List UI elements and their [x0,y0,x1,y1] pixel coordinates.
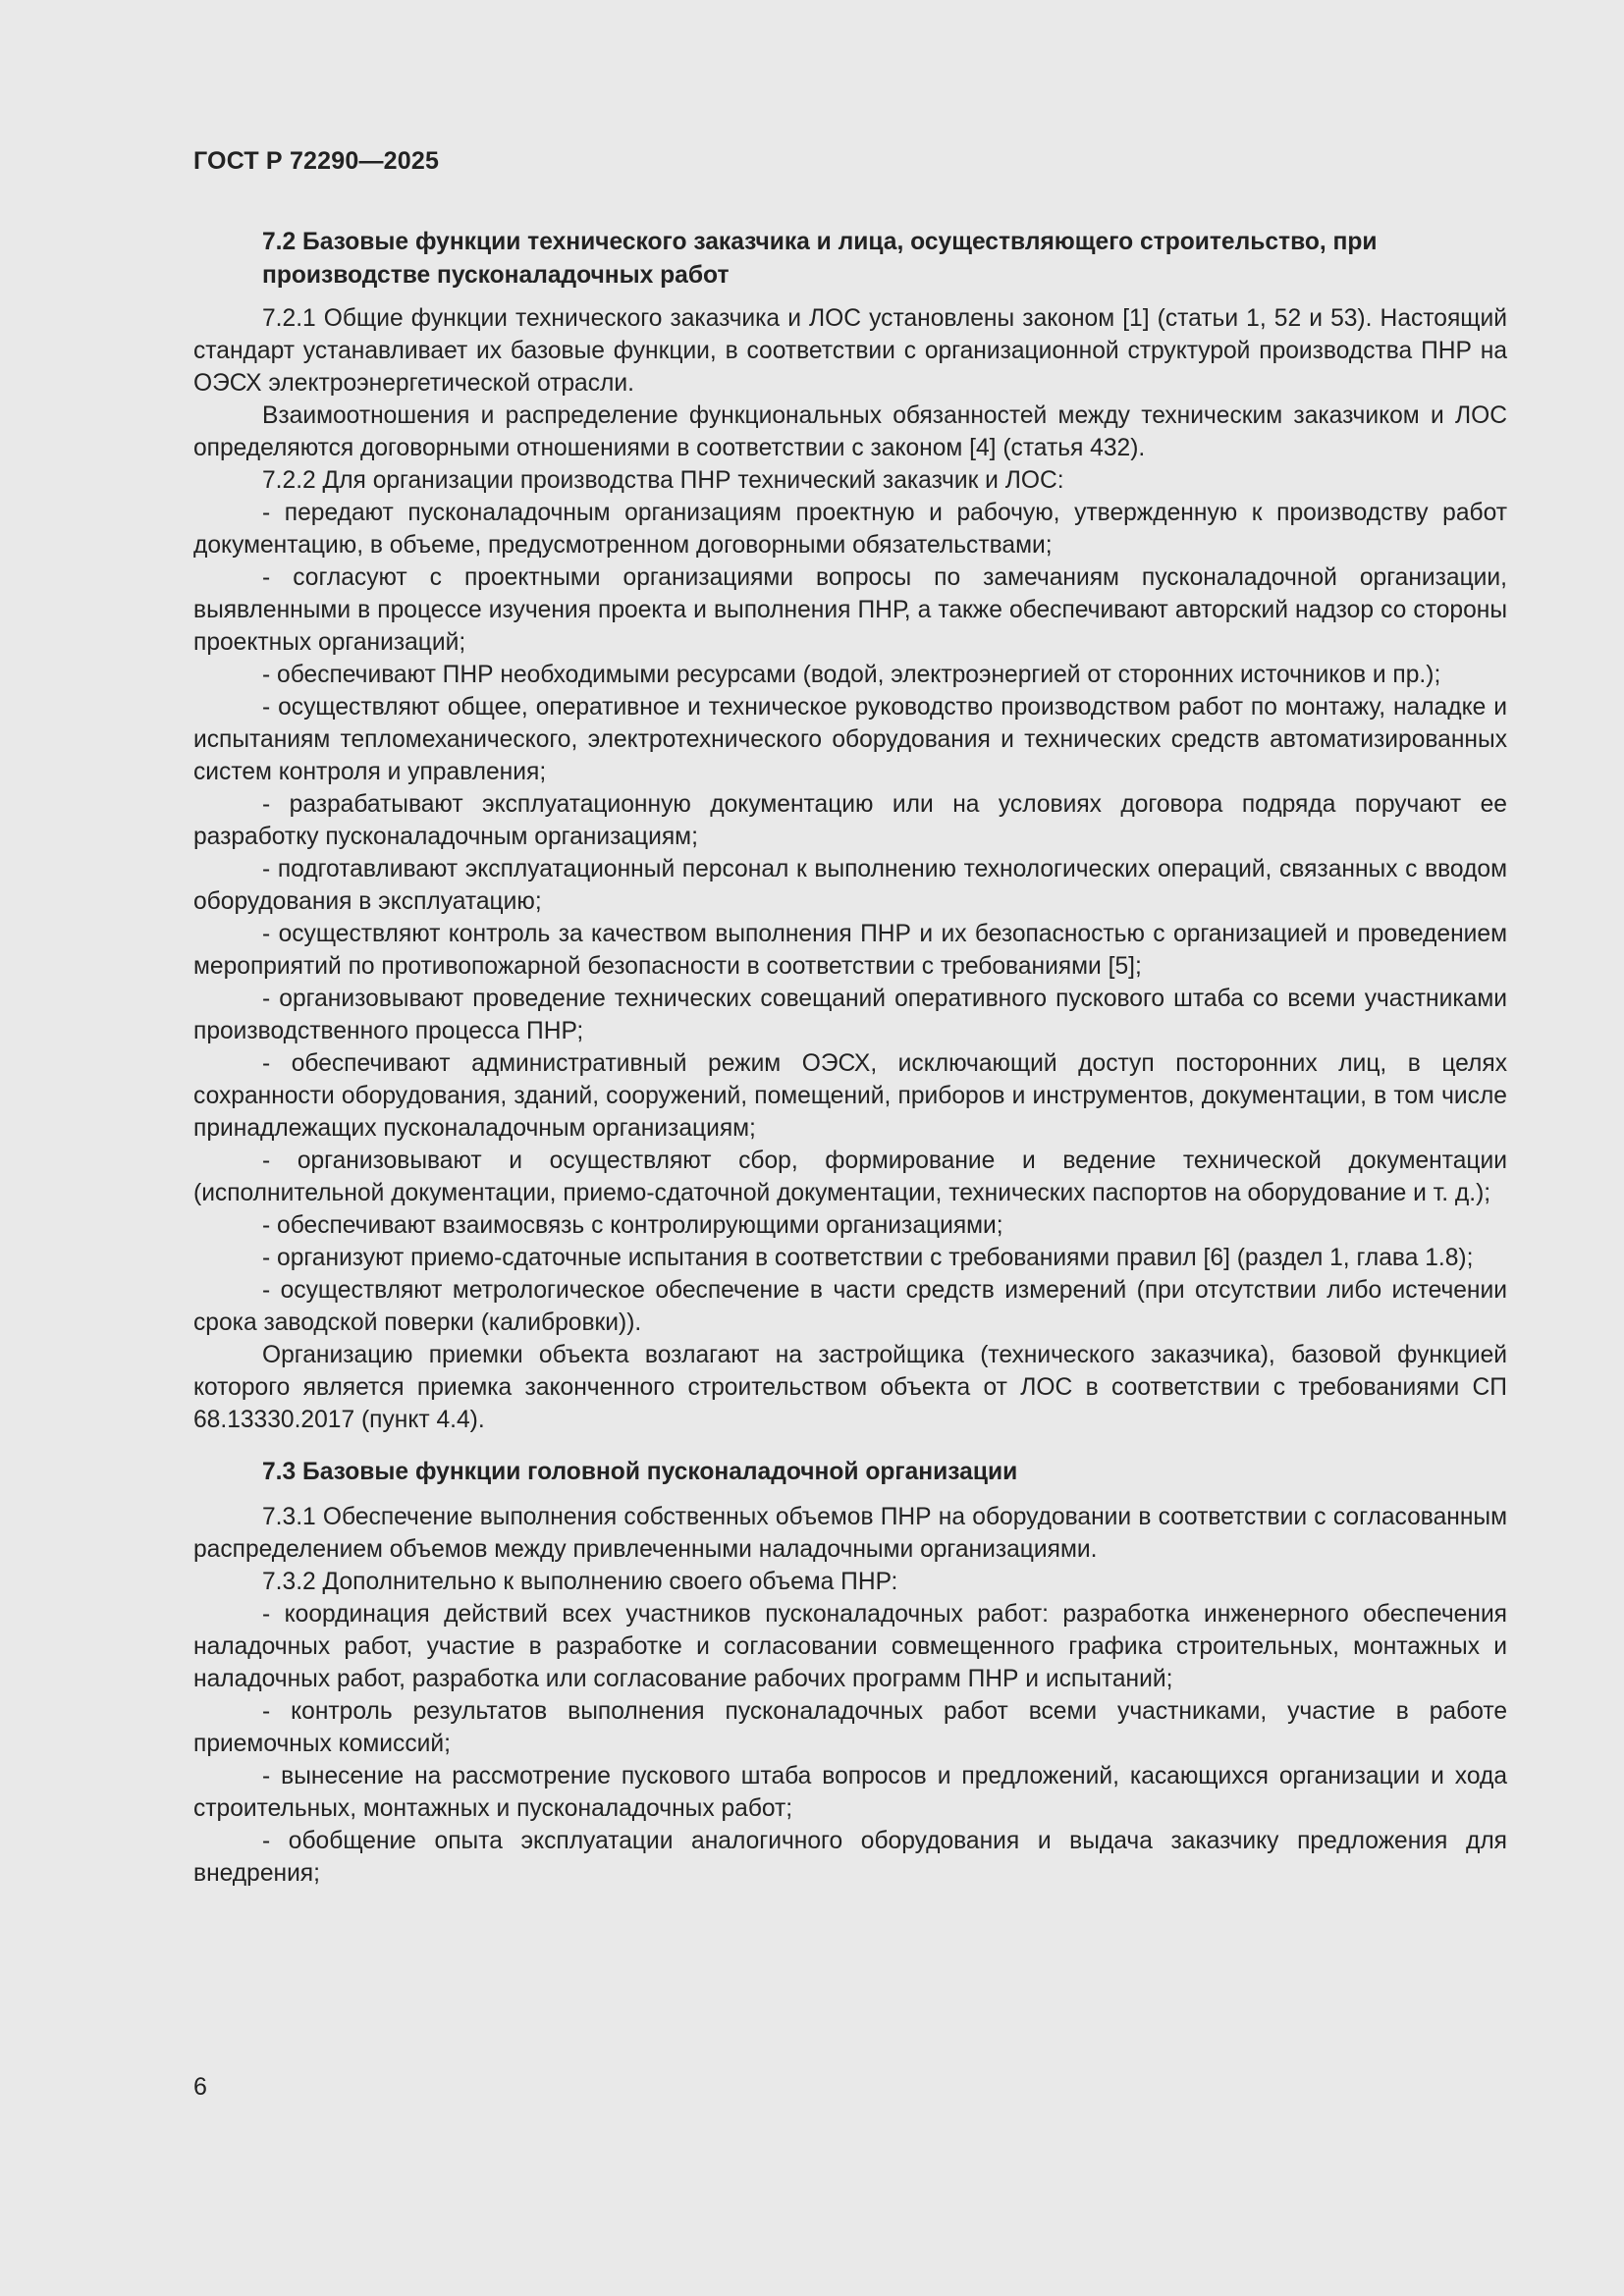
list-item: - обеспечивают ПНР необходимыми ресурсами (водой, электроэнергией от сторонних источников и пр.); [262,662,1441,688]
list-item: - координация действий всех участников пусконаладочных работ: разработка инженерного обеспечения наладочных работ, участие в разработке и согласовании совмещенного графика строительных, монтажных и наладочных работ, разработка или согласование рабочих программ ПНР и испытаний; [193,1601,1507,1692]
section-7-2-heading: 7.2 Базовые функции технического заказчика и лица, осуществляющего строительство, при производстве пусконаладочных работ [262,229,1378,289]
list-item: - согласуют с проектными организациями вопросы по замечаниям пусконаладочной организации, выявленными в процессе изучения проекта и выполнения ПНР, а также обеспечивают авторский надзор со стороны проектных организаций; [193,564,1507,656]
list-item: - разрабатывают эксплуатационную документацию или на условиях договора подряда поручают ее разработку пусконаладочным организациям; [193,791,1507,850]
page-number: 6 [193,2073,207,2101]
paragraph: Организацию приемки объекта возлагают на застройщика (технического заказчика), базовой функцией которого является приемка законченного строительством объекта от ЛОС в соответствии с требованиями СП 68.13330.2017 (пункт 4.4). [193,1342,1507,1433]
list-item: - обеспечивают административный режим ОЭСХ, исключающий доступ посторонних лиц, в целях сохранности оборудования, зданий, сооружений, помещений, приборов и инструментов, документации, в том числе принадлежащих пусконаладочным организациям; [193,1050,1507,1142]
document-body [193,226,1507,1890]
document-header: ГОСТ Р 72290—2025 [193,147,440,175]
paragraph: Взаимоотношения и распределение функциональных обязанностей между техническим заказчиком и ЛОС определяются договорными отношениями в соответствии с законом [4] (статья 432). [193,402,1507,461]
list-item: - обобщение опыта эксплуатации аналогичного оборудования и выдача заказчику предложения для внедрения; [193,1828,1507,1887]
list-item: - осуществляют общее, оперативное и техническое руководство производством работ по монтажу, наладке и испытаниям тепломеханического, электротехнического оборудования и технических средств автоматизированных систем контроля и управления; [193,694,1507,785]
list-item: - осуществляют метрологическое обеспечение в части средств измерений (при отсутствии либо истечении срока заводской поверки (калибровки)). [193,1277,1507,1336]
list-item: - подготавливают эксплуатационный персонал к выполнению технологических операций, связанных с вводом оборудования в эксплуатацию; [193,856,1507,915]
list-item: - контроль результатов выполнения пусконаладочных работ всеми участниками, участие в работе приемочных комиссий; [193,1698,1507,1757]
list-item: - организуют приемо-сдаточные испытания в соответствии с требованиями правил [6] (раздел 1, глава 1.8); [262,1245,1474,1271]
list-item: - организовывают и осуществляют сбор, формирование и ведение технической документации (исполнительной документации, приемо-сдаточной документации, технических паспортов на оборудование и т. д.); [193,1148,1507,1206]
list-item: - передают пусконаладочным организациям проектную и рабочую, утвержденную к производству работ документацию, в объеме, предусмотренном договорными обязательствами; [193,500,1507,559]
paragraph: 7.3.1 Обеспечение выполнения собственных объемов ПНР на оборудовании в соответствии с согласованным распределением объемов между привлеченными наладочными организациями. [193,1504,1507,1563]
list-item: - осуществляют контроль за качеством выполнения ПНР и их безопасностью с организацией и проведением мероприятий по противопожарной безопасности в соответствии с требованиями [5]; [193,921,1507,980]
list-item: - организовывают проведение технических совещаний оперативного пускового штаба со всеми участниками производственного процесса ПНР; [193,986,1507,1044]
paragraph: 7.2.2 Для организации производства ПНР технический заказчик и ЛОС: [262,467,1064,494]
list-item: - обеспечивают взаимосвязь с контролирующими организациями; [262,1212,1003,1239]
list-item: - вынесение на рассмотрение пускового штаба вопросов и предложений, касающихся организации и хода строительных, монтажных и пусконаладочных работ; [193,1763,1507,1822]
paragraph: 7.2.1 Общие функции технического заказчика и ЛОС установлены законом [1] (статьи 1, 52 и 53). Настоящий стандарт устанавливает их базовые функции, в соответствии с организационной структурой производства ПНР на ОЭСХ электроэнергетической отрасли. [193,305,1507,397]
section-7-3-heading: 7.3 Базовые функции головной пусконаладочной организации [262,1459,1018,1485]
paragraph: 7.3.2 Дополнительно к выполнению своего объема ПНР: [262,1569,898,1595]
